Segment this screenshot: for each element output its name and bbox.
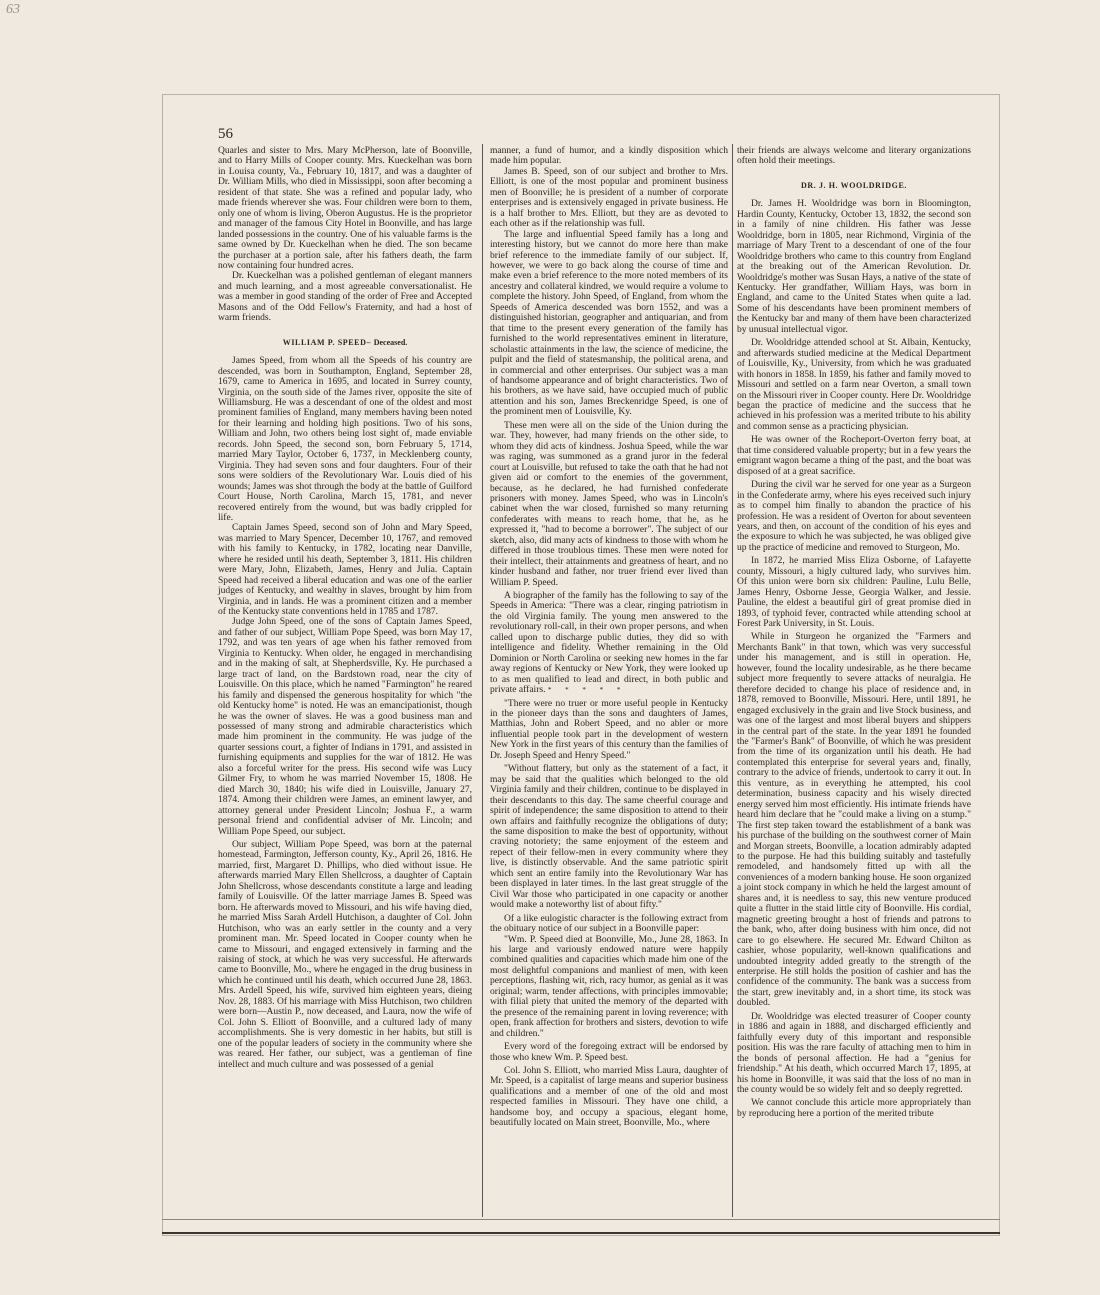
- paragraph: In 1872, he married Miss Eliza Osborne, of Lafayette county, Missouri, a higly cultured lady, who survives him. Of this union were born six children: Pauline, Lulu Belle, James Henry, Osborne Jesse, Georgia Walker, and Jessie. Pauline, the eldest a beautiful girl of great promise died in 1893, of typhoid fever, contracted while attending school at Forest Park University, in St. Louis.: [737, 555, 971, 630]
- paragraph: James Speed, from whom all the Speeds of his country are descended, was born in Southampton, England, September 28, 1679, came to America in 1695, and located in Surrey county, Virginia, on the south side of the James river, opposite the site of Williamsburg. He was a descendant of one of the oldest and most prominent families of England, many members having been noted for their learning and holding high positions. Two of his sons, William and John, two others being lost sight of, made enviable records. John Speed, the second son, born February 5, 1714, married Mary Taylor, October 6, 1737, in Mecklenberg county, Virginia. They had seven sons and four daughters. Four of their sons were soldiers of the Revolutionary War. Louis died of his wounds; James was shot through the body at the battle of Guilford Court House, North Carolina, March 15, 1781, and never recovered entirely from the wound, but was badly crippled for life.: [218, 355, 472, 523]
- paragraph: [490, 591, 728, 696]
- paragraph: "There were no truer or more useful people in Kentucky in the pioneer days than the sons and daughters of James, Matthias, John and Robert Speed, and no abler or more influential people took part in the development of western New York in the first years of this century than the families of Dr. Joseph Speed and Henry Speed.": [490, 697, 728, 761]
- section-heading-dr-wooldridge: DR. J. H. WOOLDRIDGE.: [800, 180, 908, 190]
- paragraph: Every word of the foregoing extract will be endorsed by those who knew Wm. P. Speed best.: [490, 1041, 728, 1063]
- paragraph: their friends are always welcome and literary organizations often hold their meetings.: [737, 145, 971, 167]
- paragraph: Dr. James H. Wooldridge was born in Bloomington, Hardin County, Kentucky, October 13, 1832, the second son in a family of nine children. His father was Jesse Wooldridge, born in 1805, near Richmond, Virginia of the marriage of Mary Trent to a descendant of one of the four Wooldridge brothers who came to this country from England at the breaking out of the American Revolution. Dr. Wooldridge's mother was Susan Hays, a native of the state of Kentucky. Her grandfather, William Hays, was born in England, and came to the United States when quite a lad. Some of his descendants have been prominent members of the Kentucky bar and many of them have been characterized by unusual intellectual vigor.: [737, 198, 971, 335]
- paragraph: "Without flattery, but only as the statement of a fact, it may be said that the qualities which belonged to the old Virginia family and their children, continue to be displayed in their descendants to this day. The same cheerful courage and spirit of independence; the same disposition to attend to their own affairs and faithfully recognize the obligations of duty; the same disposition to make the best of opportunity, without craving notoriety; the same enjoyment of the esteem and repect of their fellow-men in every community where they live, is distinctly observable. And the same patriotic spirit which sent an entire family into the Revolutionary War has been displayed in later times. In the last great struggle of the Civil War those who participated in one capacity or another would make a noteworthy list of about fifty.": [490, 763, 728, 911]
- paragraph: Judge John Speed, one of the sons of Captain James Speed, and father of our subject, William Pope Speed, was born May 17, 1792, and was ten years of age when his father removed from Virginia to Kentucky. When older, he engaged in merchandising and in the making of salt, at Shepherdsville, Ky. He purchased a large tract of land, on the Bardstown road, near the city of Louisville. On this place, which he named "Farmington" he reared his family and dispensed the generous hospitality for which "the old Kentucky home" is noted. He was an emancipationist, though he was the owner of slaves. He was a good business man and possessed of many strong and admirable characteristics which made him prominent in the community. He was judge of the quarter sessions court, a fighter of Indians in 1791, and assisted in furnishing equipments and supplies for the war of 1812. He was also a forceful writer for the press. His second wife was Lucy Gilmer Fry, to whom he was married November 15, 1808. He died March 30, 1840; his wife died in Louisville, January 27, 1874. Among their children were James, an eminent lawyer, and attorney general under President Lincoln; Joshua F., a warm personal friend and confidential adviser of Mr. Lincoln; and William Pope Speed, our subject.: [218, 616, 472, 837]
- paragraph: Dr. Kueckelhan was a polished gentleman of elegant manners and much learning, and a most agreeable conversationalist. He was a member in good standing of the order of Free and Accepted Masons and of the Odd Fellow's Fraternity, and had a host of warm friends.: [218, 270, 472, 324]
- handwritten-page-mark: 63: [6, 2, 20, 17]
- heading-name: WILLIAM P. SPEED–: [282, 337, 372, 347]
- bottom-double-rule: [162, 1232, 1000, 1234]
- paragraph: "Wm. P. Speed died at Boonville, Mo., June 28, 1863. In his large and variously endowed nature were happily combined qualities and capacities which made him one of the most delightful companions and manliest of men, with keen perceptions, flashing wit, rich, racy humor, as genial as it was original; warm, tender affections, with principles immovable; with filial piety that united the memory of the departed with the presence of the remaining parent in loving reverence; with open, frank affection for brothers and sisters, devotion to wife and children.": [490, 933, 728, 1039]
- page-number: 56: [218, 126, 233, 142]
- column-divider: [482, 144, 483, 1217]
- paragraph: Dr. Wooldridge was elected treasurer of Cooper county in 1886 and again in 1888, and discharged efficiently and faithfully every duty of this important and responsible position. His was the rare faculty of attaching men to him in the bonds of personal affection. He had a "genius for friendship." At his death, which occurred March 17, 1895, at his home in Boonville, it was said that the loss of no man in the county would be so widely felt and so deeply regretted.: [737, 1010, 971, 1095]
- paragraph: Captain James Speed, second son of John and Mary Speed, was married to Mary Spencer, December 10, 1767, and removed with his family to Kentucky, in 1782, locating near Danville, where he resided until his death, September 3, 1811. His children were Mary, John, Elizabeth, James, Henry and Julia. Captain Speed had received a liberal education and was one of the earlier judges of Kentucky, and wealthy in slaves, brought by him from Virginia, and in lands. He was a prominent citizen and a member of the Kentucky state conventions held in 1785 and 1787.: [218, 522, 472, 618]
- paragraph: He was owner of the Rocheport-Overton ferry boat, at that time considered valuable property; but in a few years the emigrant wagon became a thing of the past, and the boat was disposed of at a great sacrifice.: [737, 434, 971, 477]
- paragraph: These men were all on the side of the Union during the war. They, however, had many friends on the other side, to whom they did acts of kindness. Joshua Speed, while the war was raging, was summoned as a grand juror in the federal court at Louisville, but refused to take the oath that he had not given aid or comfort to the enemies of the government, because, as he declared, he had furnished confederate prisoners with money. James Speed, who was in Lincoln's cabinet when the war closed, furnished so many returning confederates with means to reach home, that he, as he expressed it, "had to become a borrower". The subject of our sketch, also, did many acts of kindness to those with whom he differed in those troublous times. These men were noted for their intellect, their attainments and greatness of heart, and no kinder husband and father, nor truer friend ever lived than William P. Speed.: [490, 419, 728, 588]
- paragraph: Col. John S. Elliott, who married Miss Laura, daughter of Mr. Speed, is a capitalist of large means and superior business qualifications and a member of one of the old and most respected families in Missouri. They have one child, a handsome boy, and occupy a spacious, elegant home, beautifully located on Main street, Boonville, Mo., where: [490, 1064, 728, 1129]
- paragraph-text: A biographer of the family has the following to say of the Speeds in America: "There was a clear, ringing patriotism in the old Virginia family. The young men answered to the revolutionary roll-call, in their own proper persons, and when called upon to discharge public duties, they did so with intelligence and fidelity. Whether remaining in the Old Dominion or North Carolina or seeking new homes in the far away regions of Kentucky or New York, they were looked up to as men qualified to lead and direct, in both public and private affairs.: [490, 590, 728, 696]
- paragraph: Our subject, William Pope Speed, was born at the paternal homestead, Farmington, Jefferson county, Ky., April 26, 1816. He married, first, Margaret D. Phillips, who died without issue. He afterwards married Mary Ellen Shellcross, a daughter of Captain John Shellcross, whose descendants constitute a large and leading family of Louisville. Of the latter marriage James B. Speed was born. He afterwards moved to Missouri, and his wife having died, he married Miss Sarah Ardell Hutchison, a daughter of Col. John Hutchison, who was an early settler in the county and a very prominent man. Mr. Speed located in Cooper county when he came to Missouri, and engaged extensively in farming and the raising of stock, at which he was very successful. He afterwards came to Boonville, Mo., where he engaged in the drug business in which he continued until his death, which occurred June 28, 1863. Mrs. Ardell Speed, his wife, survived him eighteen years, dieing Nov. 28, 1883. Of his marriage with Miss Hutchison, two children were born—Austin P., now deceased, and Laura, now the wife of Col. John S. Elliott of Boonville, and a cultured lady of many accomplishments. She is very domestic in her habits, but still is one of the popular leaders of society in the community where she was reared. Her father, our subject, was a gentleman of fine intellect and much culture and was possessed of a genial: [218, 839, 472, 1070]
- paragraph: We cannot conclude this article more appropriately than by reproducing here a portion of the merited tribute: [737, 1097, 971, 1119]
- section-heading-william-p-speed: [218, 338, 472, 348]
- paragraph: The large and influential Speed family has a long and interesting history, but we cannot do more here than make brief reference to the immediate family of our subject. If, however, we were to go back along the course of time and make even a brief reference to the more noted members of its ancestry and collateral kindred, we would require a volume to complete the history. John Speed, of England, from whom the Speeds of America descended was born 1552, and was a distinguished historian, geographer and antiquarian, and from that time to the present every generation of the family has furnished to the world representatives eminent in literature, scholastic attainments in the law, the science of medicine, the pulpit and the field of statesmanship, the political arena, and in commercial and other enterprises. Our subject was a man of handsome appearance and of bright characteristics. Two of his brothers, as we have said, have occupied much of public attention and his son, James Breckenridge Speed, is one of the prominent men of Louisville, Ky.: [490, 228, 728, 418]
- column-1: [218, 146, 472, 1070]
- paragraph: During the civil war he served for one year as a Surgeon in the Confederate army, where his eyes received such injury as to compel him finally to abandon the practice of his profession. He was a resident of Overton for about seventeen years, and then, on account of the condition of his eyes and the exposure to which he was subjected, he was obliged give up the practice of medicine and removed to Sturgeon, Mo.: [737, 479, 971, 553]
- ellipsis-stars: * * * * *: [547, 686, 627, 695]
- heading-subtitle: Deceased.: [373, 337, 408, 347]
- paragraph: Of a like eulogistic character is the following extract from the obituary notice of our subject in a Boonville paper:: [490, 912, 728, 935]
- column-3: [737, 146, 971, 1119]
- paragraph: manner, a fund of humor, and a kindly disposition which made him popular.: [490, 145, 728, 167]
- bottom-rule: [162, 1219, 1000, 1220]
- paragraph: James B. Speed, son of our subject and brother to Mrs. Elliott, is one of the most popular and prominent business men of Boonville; he is president of a number of corporate enterprises and is extensively engaged in private business. He is a half brother to Mrs. Elliott, but they are as devoted to each other as if the relationship was full.: [490, 165, 728, 230]
- paragraph: While in Sturgeon he organized the "Farmers and Merchants Bank" in that town, which was very successful under his management, and is still in operation. He, however, found the locality undesirable, as he there became subject more frequently to severe attacks of neuralgia. He therefore decided to change his place of residence and, in 1878, removed to Boonville, Missouri. Here, until 1891, he engaged exclusively in the grain and live Stock business, and was one of the largest and most liberal buyers and shippers in the central part of the state. In the year 1891 he founded the "Farmer's Bank" of Boonville, of which he was president from the time of its organization until his death. He had contemplated this enterprise for several years and, finally, contrary to the advice of friends, undertook to carry it out. In this venture, as in everything he attempted, his cool determination, business capacity and his wisely directed energy served him most efficiently. His intimate friends have heard him declare that he "could make a living on a stump." The first step taken toward the establishment of a bank was his purchase of the building on the southwest corner of Main and Morgan streets, Boonville, a location admirably adapted to the purpose. He had this building suitably and tastefully remodeled, and handsomely fitted up with all the conveniences of a modern banking house. He soon organized a joint stock company in which he held the largest amount of shares and, it is needless to say, this new venture produced quite a flutter in the staid little city of Boonville. His cordial, magnetic greeting brought a host of friends and patrons to the bank, who, after doing business with him once, did not care to go elsewhere. He secured Mr. Edward Chilton as cashier, whose popularity, well-known qualifications and undoubted integrity added greatly to the strength of the enterprise. He still holds the position of cashier and has the confidence of the community. The bank was a success from the start, grew inevitably and, in a short time, its stock was doubled.: [737, 631, 971, 1009]
- paragraph: Quarles and sister to Mrs. Mary McPherson, late of Boonville, and to Harry Mills of Cooper county. Mrs. Kueckelhan was born in Louisa county, Va., February 10, 1817, and was a daughter of Dr. William Mills, who died in Mississippi, soon after becoming a resident of that state. She was a refined and popular lady, who made friends wherever she was. Four children were born to them, only one of whom is living, Oberon Augustus. He is the proprietor and manager of the famous City Hotel in Boonville, and has large landed possessions in the country. One of his valuable farms is the same owned by Dr. Kueckelhan when he died. The son became the purchaser at a portion sale, after his fathers death, the farm now containing four hundred acres.: [218, 145, 472, 271]
- column-2: [490, 146, 728, 1129]
- column-divider: [732, 144, 733, 1217]
- paragraph: Dr. Wooldridge attended school at St. Albain, Kentucky, and afterwards studied medicine at the Medical Department of Louisville, Ky., University, from which he was graduated with honors in 1858. In 1859, his father and family moved to Missouri and settled on a farm near Overton, a small town on the Missouri river in Cooper county. Here Dr. Wooldridge began the practice of medicine and the success that he achieved in his profession was a merited tribute to his ability and common sense as a practicing physician.: [737, 337, 971, 432]
